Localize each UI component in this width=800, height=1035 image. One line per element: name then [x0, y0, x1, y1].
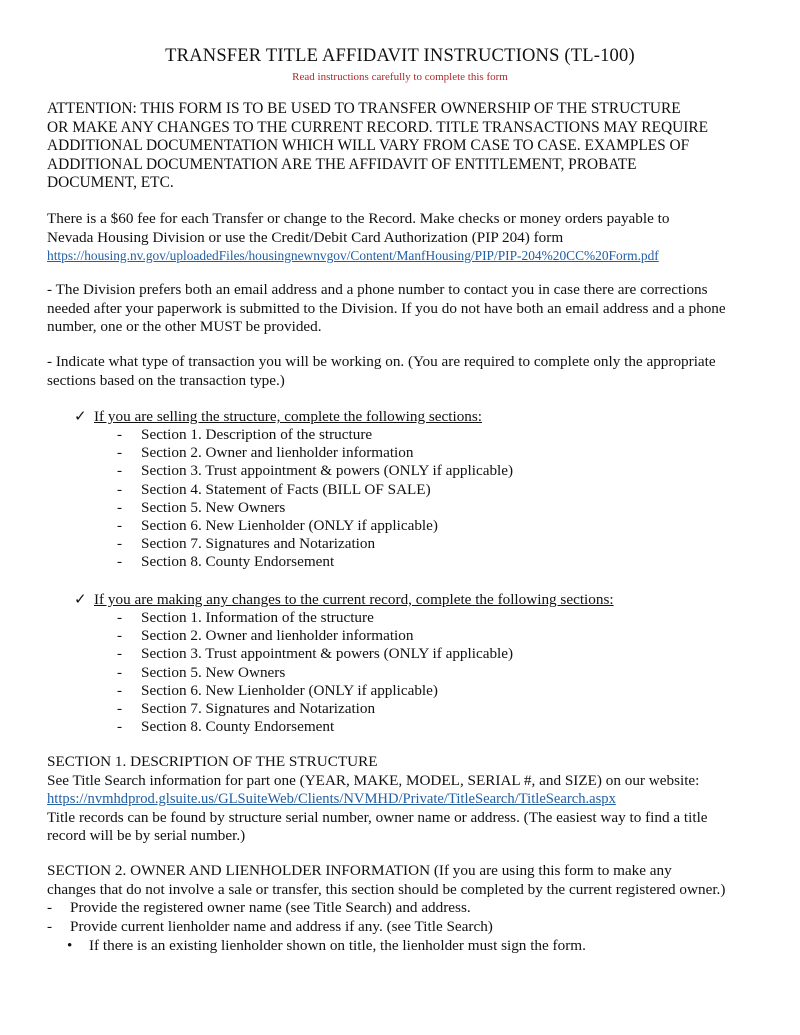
- transaction-line: - Indicate what type of transaction you will be working on. (You are required to complete only the appropriate: [47, 353, 716, 370]
- section-1: [47, 753, 755, 846]
- list-item: - Section 5. New Owners: [117, 498, 286, 516]
- list-item: - Section 3. Trust appointment & powers (ONLY if applicable): [117, 462, 514, 480]
- list-item: - Section 1. Information of the structure: [117, 609, 374, 626]
- list-item: - Section 7. Signatures and Notarization: [117, 699, 376, 717]
- list-item: - Section 2. Owner and lienholder information: [117, 627, 414, 645]
- changes-heading: [74, 590, 614, 609]
- section-1-heading: SECTION 1. DESCRIPTION OF THE STRUCTURE: [47, 753, 378, 770]
- list-item: - Section 8. County Endorsement: [117, 553, 335, 571]
- attention-line: ADDITIONAL DOCUMENTATION ARE THE AFFIDAVIT OF ENTITLEMENT, PROBATE: [47, 155, 637, 173]
- page-subtitle: Read instructions carefully to complete this form: [292, 71, 508, 83]
- fee-line: There is a $60 fee for each Transfer or change to the Record. Make checks or money orders payable to: [47, 210, 670, 227]
- selling-heading: [74, 407, 482, 426]
- checkmark-icon: ✓: [74, 591, 87, 608]
- contact-paragraph: [47, 281, 755, 337]
- section-2-line: changes that do not involve a sale or transfer, this section should be completed by the current registered owner.): [47, 880, 726, 898]
- list-item: - Section 4. Statement of Facts (BILL OF SALE): [117, 480, 431, 498]
- contact-line: - The Division prefers both an email address and a phone number to contact you in case there are corrections: [47, 281, 708, 298]
- list-item: - Section 1. Description of the structure: [117, 426, 373, 443]
- attention-line: ATTENTION: THIS FORM IS TO BE USED TO TRANSFER OWNERSHIP OF THE STRUCTURE: [47, 100, 681, 117]
- changes-heading-text: If you are making any changes to the current record, complete the following sections:: [94, 591, 614, 608]
- list-item: - Section 3. Trust appointment & powers (ONLY if applicable): [117, 645, 514, 663]
- list-item: - Section 5. New Owners: [117, 663, 286, 681]
- list-item: - Section 7. Signatures and Notarization: [117, 535, 376, 553]
- contact-line: number, one or the other MUST be provided.: [47, 318, 322, 335]
- changes-section-list: [117, 609, 513, 736]
- section-1-line: See Title Search information for part one (YEAR, MAKE, MODEL, SERIAL #, and SIZE) on our website:: [47, 771, 700, 789]
- lienholder-bullet-text: If there is an existing lienholder shown on title, the lienholder must sign the form.: [89, 937, 586, 954]
- checkmark-icon: ✓: [74, 408, 87, 425]
- fee-line: Nevada Housing Division or use the Credit/Debit Card Authorization (PIP 204) form: [47, 228, 564, 246]
- list-item: - Section 6. New Lienholder (ONLY if applicable): [117, 516, 438, 534]
- selling-heading-text: If you are selling the structure, complete the following sections:: [94, 408, 483, 425]
- list-item: - Section 8. County Endorsement: [117, 718, 335, 736]
- bullet-icon: •: [67, 937, 73, 954]
- page-title: TRANSFER TITLE AFFIDAVIT INSTRUCTIONS (TL-100): [165, 46, 635, 66]
- list-item: - Section 6. New Lienholder (ONLY if applicable): [117, 681, 438, 699]
- contact-line: needed after your paperwork is submitted to the Division. If you do not have both an email address and a phone: [47, 299, 726, 317]
- attention-line: OR MAKE ANY CHANGES TO THE CURRENT RECORD. TITLE TRANSACTIONS MAY REQUIRE: [47, 118, 708, 136]
- section-2-heading: SECTION 2. OWNER AND LIENHOLDER INFORMATION (If you are using this form to make any: [47, 862, 672, 879]
- section-2: [47, 862, 755, 899]
- section-1-line: record will be by serial number.): [47, 827, 246, 844]
- list-item: - Section 2. Owner and lienholder information: [117, 444, 414, 462]
- transaction-line: sections based on the transaction type.): [47, 371, 285, 389]
- attention-line: ADDITIONAL DOCUMENTATION WHICH WILL VARY FROM CASE TO CASE. EXAMPLES OF: [47, 137, 690, 154]
- selling-section-list: [117, 426, 513, 572]
- transaction-paragraph: [47, 353, 755, 390]
- pip-204-form-link[interactable]: https://housing.nv.gov/uploadedFiles/housingnewnvgov/Content/ManfHousing/PIP/PIP-204%20CC%20Form.pdf: [47, 248, 659, 263]
- fee-paragraph: [47, 210, 755, 266]
- list-item: - Provide the registered owner name (see Title Search) and address.: [47, 899, 471, 916]
- list-item: - Provide current lienholder name and address if any. (see Title Search): [47, 918, 493, 935]
- attention-paragraph: [47, 100, 755, 193]
- section-1-line: Title records can be found by structure serial number, owner name or address. (The easiest way to find a title: [47, 808, 708, 826]
- title-search-link[interactable]: https://nvmhdprod.glsuite.us/GLSuiteWeb/Clients/NVMHD/Private/TitleSearch/TitleSearch.aspx: [47, 791, 616, 807]
- attention-line: DOCUMENT, ETC.: [47, 174, 174, 191]
- lienholder-bullet: [67, 937, 586, 955]
